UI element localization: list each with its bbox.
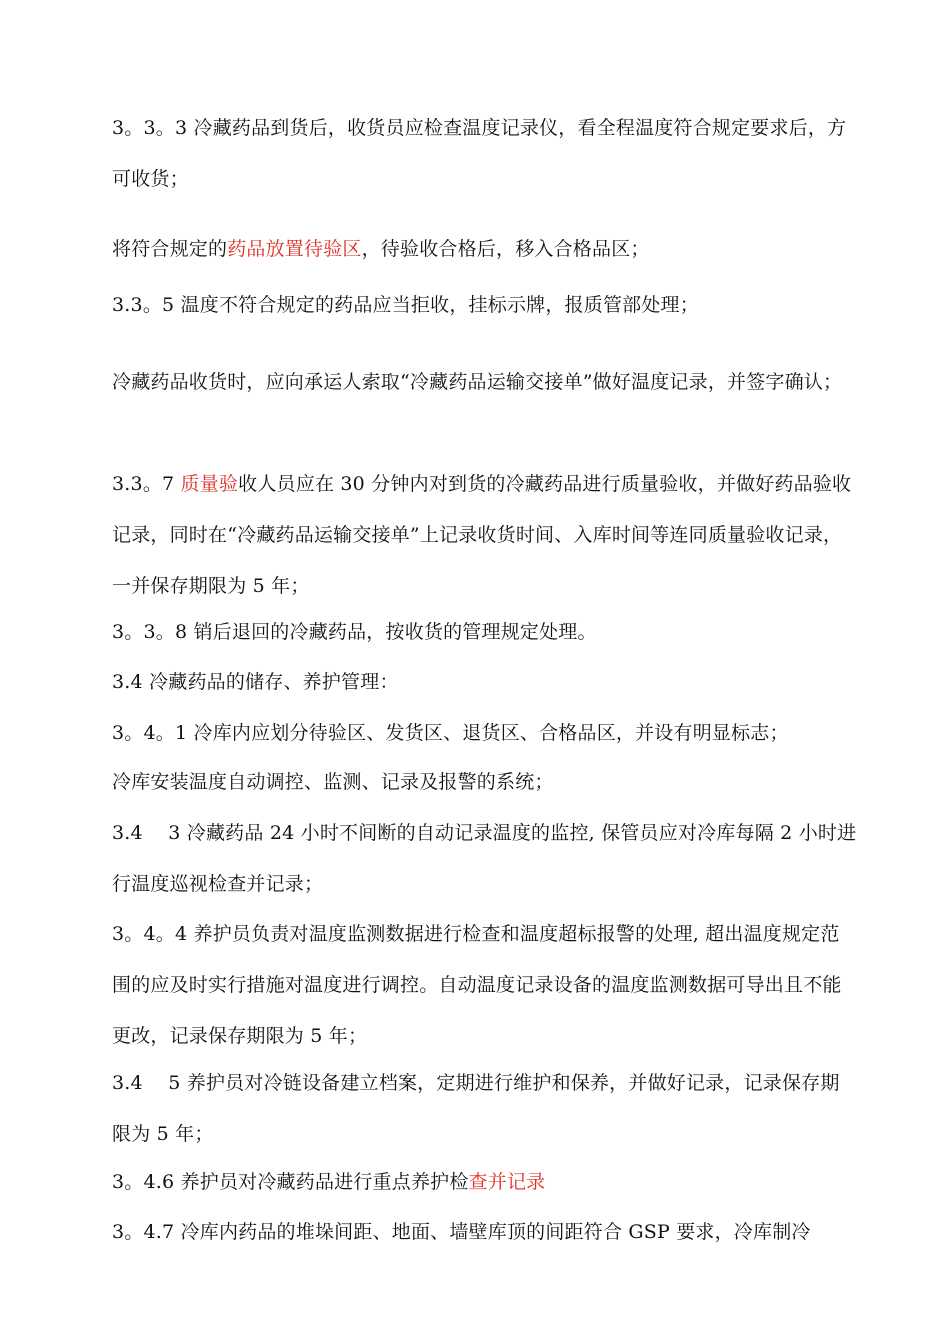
paragraph-3-3-3 [112, 103, 857, 205]
paragraph-3-3-8 [112, 607, 857, 658]
paragraph-text: 3。3。8 销后退回的冷藏药品，按收货的管理规定处理。 [112, 621, 597, 643]
paragraph-text: 3。4.6 养护员对冷藏药品进行重点养护检 [112, 1171, 469, 1193]
paragraph-text: 3。4。1 冷库内应划分待验区、发货区、退货区、合格品区，并设有明显标志； [112, 722, 789, 744]
highlighted-text: 查并记录 [468, 1171, 546, 1193]
paragraph-text: 3。3。3 冷藏药品到货后，收货员应检查温度记录仪，看全程温度符合规定要求后，方可收货； [112, 117, 847, 190]
paragraph-3-3-5 [112, 280, 857, 331]
paragraph-text: 3。4。4 养护员负责对温度监测数据进行检查和温度超标报警的处理, 超出温度规定范围的应及时实行措施对温度进行调控。自动温度记录设备的温度监测数据可导出且不能更改，记录保存期限为 5 年； [112, 923, 842, 1047]
paragraph-text: 3。4.7 冷库内药品的堆垛间距、地面、墙壁库顶的间距符合 GSP 要求，冷库制冷 [112, 1221, 811, 1243]
paragraph-3-4-3 [112, 808, 857, 910]
section-heading-3-4 [112, 657, 857, 708]
paragraph-text: ，待验收合格后，移入合格品区； [361, 238, 650, 260]
paragraph-3-4-7 [112, 1207, 857, 1258]
paragraph-text: 3.4 5 养护员对冷链设备建立档案，定期进行维护和保养，并做好记录，记录保存期限为 5 年； [112, 1072, 840, 1145]
paragraph-3-4-5 [112, 1058, 857, 1160]
paragraph-3-4-4 [112, 909, 857, 1062]
paragraph-text: 3.3。5 温度不符合规定的药品应当拒收，挂标示牌，报质管部处理； [112, 294, 699, 316]
paragraph-text: 3.3。7 [112, 473, 181, 495]
paragraph-text: 3.4 3 冷藏药品 24 小时不间断的自动记录温度的监控, 保管员应对冷库每隔 2 小时进行温度巡视检查并记录； [112, 822, 857, 895]
paragraph-3-4-1 [112, 708, 857, 759]
paragraph-text: 冷藏药品收货时，应向承运人索取“冷藏药品运输交接单”做好温度记录，并签字确认； [112, 371, 843, 393]
paragraph-text: 将符合规定的 [112, 238, 228, 260]
paragraph-3-3-7 [112, 459, 857, 612]
paragraph-3-4-2 [112, 757, 857, 808]
paragraph-text: 收人员应在 30 分钟内对到货的冷藏药品进行质量验收，并做好药品验收记录，同时在“冷藏药品运输交接单”上记录收货时间、入库时间等连同质量验收记录，一并保存期限为 5 年； [112, 473, 852, 597]
paragraph-3-3-6 [112, 357, 857, 408]
section-heading-text: 3.4 冷藏药品的储存、养护管理： [112, 671, 399, 693]
highlighted-text: 药品放置待验区 [227, 238, 362, 260]
paragraph-3-4-6 [112, 1157, 857, 1208]
paragraph-text: 冷库安装温度自动调控、监测、记录及报警的系统； [112, 771, 554, 793]
paragraph-3-3-4 [112, 224, 857, 275]
highlighted-text: 质量验 [180, 473, 239, 495]
